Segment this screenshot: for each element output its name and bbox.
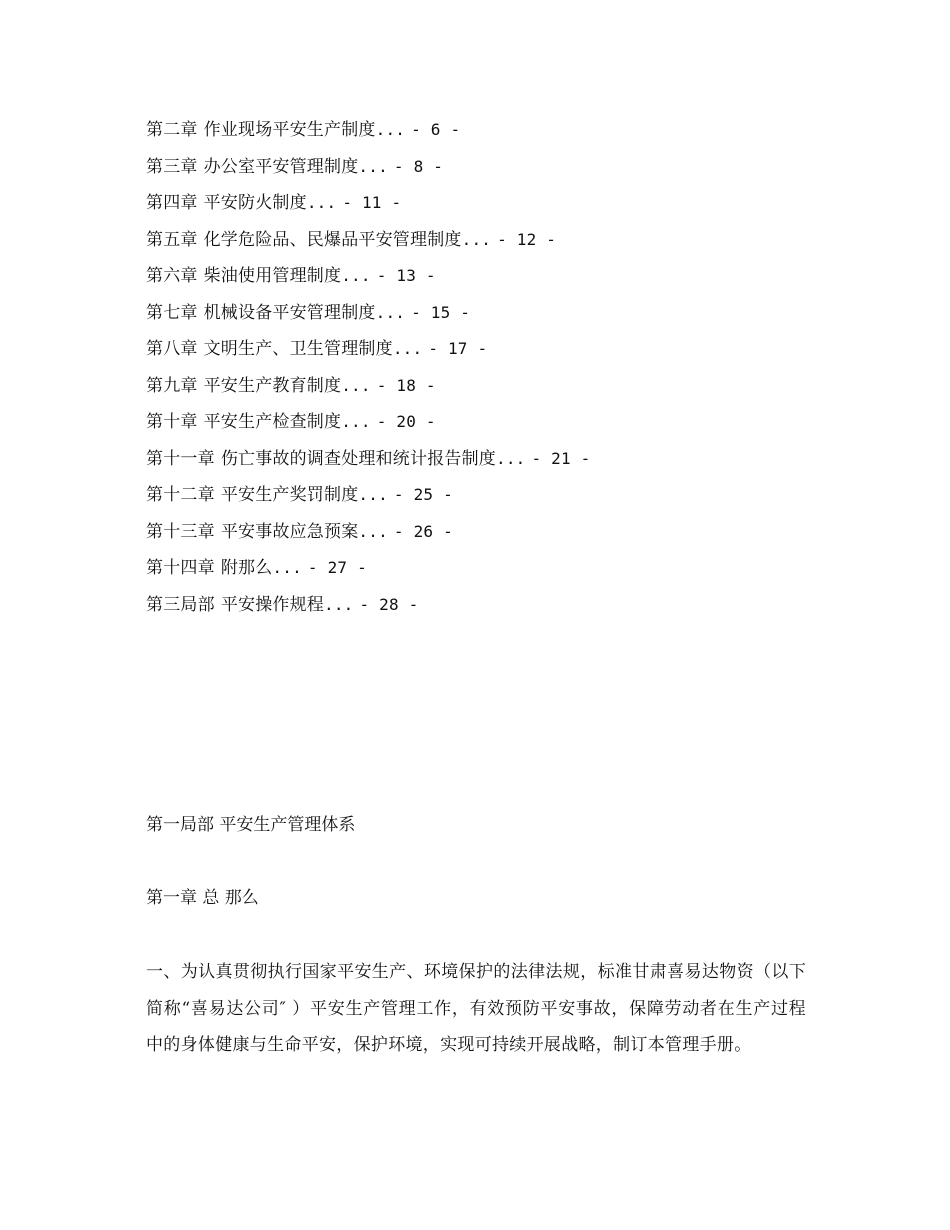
toc-entry[interactable] — [146, 587, 846, 624]
toc-entry[interactable] — [146, 514, 846, 551]
toc-dots: ... — [324, 594, 354, 614]
toc-page-number: - 27 - — [307, 558, 367, 577]
toc-entry[interactable] — [146, 258, 846, 295]
toc-entry[interactable] — [146, 550, 846, 587]
toc-title: 附那么 — [220, 558, 273, 578]
toc-chapter: 第二章 — [146, 120, 198, 140]
toc-title: 柴油使用管理制度 — [203, 266, 342, 286]
toc-dots: ... — [375, 120, 406, 139]
toc-page-number: - 28 - — [359, 594, 419, 614]
toc-dots: ... — [358, 485, 388, 504]
toc-dots: ... — [341, 412, 371, 431]
toc-title: 伤亡事故的调查处理和统计报告制度 — [220, 448, 497, 469]
toc-page-number: - 6 - — [411, 120, 461, 139]
toc-chapter: 第五章 — [146, 229, 198, 250]
toc-chapter: 第十一章 — [146, 448, 215, 469]
toc-chapter: 第十四章 — [146, 558, 215, 578]
toc-entry[interactable] — [146, 112, 846, 149]
toc-page-number: - 11 - — [342, 193, 402, 212]
toc-entry[interactable] — [146, 331, 846, 368]
toc-entry[interactable] — [146, 149, 846, 186]
toc-dots: ... — [375, 302, 406, 322]
toc-entry[interactable] — [146, 185, 846, 222]
toc-entry[interactable] — [146, 441, 846, 478]
toc-page-number: - 25 - — [393, 485, 453, 504]
toc-dots: ... — [461, 229, 492, 249]
toc-entry[interactable] — [146, 295, 846, 332]
toc-chapter: 第九章 — [146, 375, 198, 396]
toc-dots: ... — [392, 339, 423, 358]
toc-dots: ... — [358, 156, 388, 176]
toc-page-number: - 12 - — [497, 229, 557, 249]
toc-title: 平安事故应急预案 — [220, 521, 359, 542]
toc-chapter: 第六章 — [146, 266, 198, 286]
toc-chapter: 第三局部 — [146, 594, 215, 615]
body-paragraph: 一、为认真贯彻执行国家平安生产、环境保护的法律法规，标准甘肃喜易达物资（以下简称“喜易达公司″ ）平安生产管理工作，有效预防平安事故，保障劳动者在生产过程中的身体健康与生命平安，保护环境，实现可持续开展战略，制订本管理手册。 — [146, 962, 806, 1055]
toc-entry[interactable] — [146, 477, 846, 514]
toc-title: 平安生产检查制度 — [203, 412, 342, 432]
toc-entry[interactable] — [146, 368, 846, 405]
toc-page-number: - 21 - — [531, 448, 591, 468]
toc-page-number: - 13 - — [376, 266, 436, 285]
toc-dots: ... — [496, 448, 526, 468]
toc-page-number: - 26 - — [393, 521, 453, 541]
toc-dots: ... — [358, 521, 388, 541]
toc-page-number: - 20 - — [376, 412, 436, 431]
toc-title: 化学危险品、民爆品平安管理制度 — [203, 229, 462, 250]
toc-title: 文明生产、卫生管理制度 — [203, 339, 393, 359]
toc-chapter: 第三章 — [146, 156, 198, 177]
toc-page-number: - 17 - — [428, 339, 488, 358]
chapter-title: 第一章 总 那么 — [146, 888, 259, 908]
toc-title: 机械设备平安管理制度 — [203, 302, 376, 323]
toc-page-number: - 15 - — [411, 302, 471, 322]
toc-dots: ... — [306, 193, 337, 212]
toc-chapter: 第四章 — [146, 193, 198, 213]
toc-chapter: 第八章 — [146, 339, 198, 359]
toc-entry[interactable] — [146, 404, 846, 441]
toc-chapter: 第十章 — [146, 412, 198, 432]
table-of-contents — [146, 112, 846, 623]
toc-dots: ... — [341, 375, 371, 395]
toc-chapter: 第十三章 — [146, 521, 215, 542]
toc-title: 办公室平安管理制度 — [203, 156, 359, 177]
toc-title: 作业现场平安生产制度 — [203, 120, 376, 140]
toc-title: 平安生产教育制度 — [203, 375, 342, 396]
toc-dots: ... — [341, 266, 371, 285]
toc-chapter: 第七章 — [146, 302, 198, 323]
part-title: 第一局部 平安生产管理体系 — [146, 815, 356, 835]
toc-title: 平安防火制度 — [203, 193, 307, 213]
toc-dots: ... — [272, 558, 302, 577]
toc-chapter: 第十二章 — [146, 485, 215, 505]
toc-page-number: - 8 - — [393, 156, 444, 176]
toc-entry[interactable] — [146, 222, 846, 259]
toc-title: 平安生产奖罚制度 — [220, 485, 359, 505]
toc-page-number: - 18 - — [376, 375, 436, 395]
toc-title: 平安操作规程 — [220, 594, 325, 615]
